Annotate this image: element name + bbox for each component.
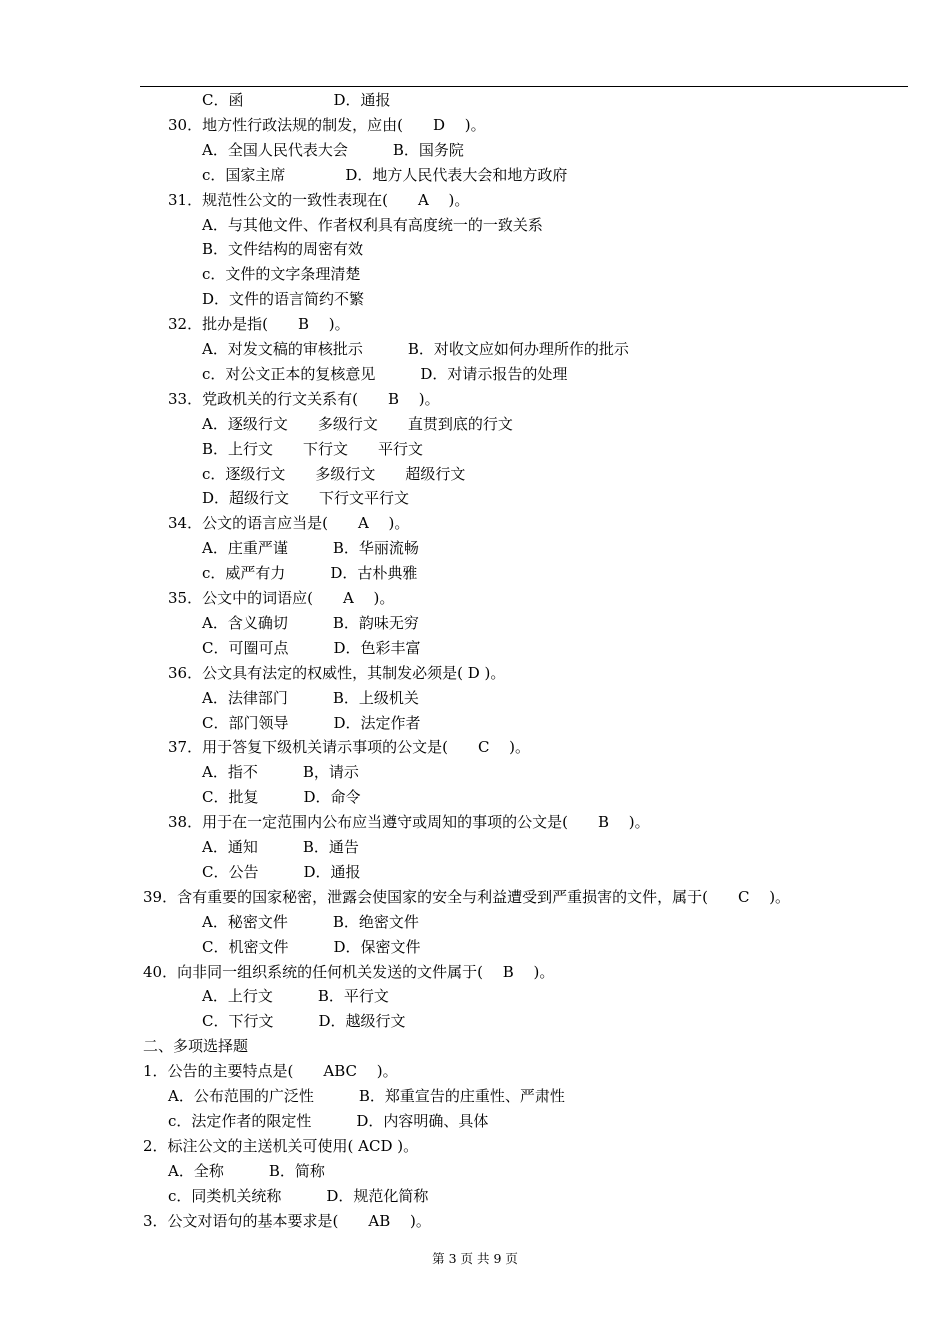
header-rule [140, 86, 908, 87]
text-line: A．庄重严谨 B．华丽流畅 [202, 539, 419, 558]
text-line: 34．公文的语言应当是( A )。 [168, 514, 410, 533]
text-line: C．公告 D．通报 [202, 862, 361, 881]
text-line: c．逐级行文 多级行文 超级行文 [202, 464, 466, 483]
text-line: A．公布范围的广泛性 B．郑重宣告的庄重性、严肃性 [168, 1087, 565, 1105]
text-line: 二、多项选择题 [143, 1037, 249, 1056]
text-line: 39．含有重要的国家秘密，泄露会使国家的安全与利益遭受到严重损害的文件，属于( C )。 [143, 887, 791, 906]
text-line: 33．党政机关的行文关系有( B )。 [168, 389, 440, 408]
text-line: c．国家主席 D．地方人民代表大会和地方政府 [202, 165, 568, 184]
text-line: C．下行文 D．越级行文 [202, 1012, 406, 1031]
page-footer: 第 3 页 共 9 页 [432, 1251, 518, 1266]
text-line: c．同类机关统称 D．规范化简称 [168, 1186, 429, 1205]
text-line: B．上行文 下行文 平行文 [202, 439, 424, 458]
text-line: 3．公文对语句的基本要求是( AB )。 [143, 1211, 431, 1230]
text-line: 38．用于在一定范围内公布应当遵守或周知的事项的公文是( B )。 [168, 813, 650, 832]
text-line: A．全称 B．简称 [168, 1161, 325, 1180]
text-line: C．可圈可点 D．色彩丰富 [202, 638, 421, 657]
text-line: 1．公告的主要特点是( ABC )。 [143, 1062, 398, 1081]
text-line: 40．向非同一组织系统的任何机关发送的文件属于( B )。 [143, 962, 555, 981]
text-line: A．含义确切 B．韵味无穷 [202, 613, 419, 632]
text-line: A．对发文稿的审核批示 B．对收文应如何办理所作的批示 [202, 340, 629, 358]
text-line: D．超级行文 下行文平行文 [202, 489, 410, 508]
text-line: A．上行文 B．平行文 [202, 987, 389, 1006]
text-line: c．法定作者的限定性 D．内容明确、具体 [168, 1111, 489, 1130]
text-line: 2．标注公文的主送机关可使用( ACD )。 [143, 1136, 419, 1155]
text-line: c．对公文正本的复核意见 D．对请示报告的处理 [202, 364, 568, 383]
text-line: B．文件结构的周密有效 [202, 240, 364, 259]
text-line: c．文件的文字条理清楚 [202, 265, 361, 284]
text-line: D．文件的语言简约不繁 [202, 290, 365, 309]
text-line: A．秘密文件 B．绝密文件 [202, 912, 419, 931]
text-line: A．全国人民代表大会 B．国务院 [202, 140, 464, 159]
text-line: 35．公文中的词语应( A )。 [168, 589, 395, 607]
text-line: 30．地方性行政法规的制发，应由( D )。 [168, 115, 486, 134]
text-line: C．函 D．通报 [202, 91, 391, 109]
text-line: C．部门领导 D．法定作者 [202, 713, 421, 732]
text-line: C．批复 D．命令 [202, 788, 361, 807]
text-line: A．通知 B．通告 [202, 838, 359, 856]
text-line: 32．批办是指( B )。 [168, 315, 350, 334]
text-line: C．机密文件 D．保密文件 [202, 937, 421, 956]
text-line: 31．规范性公文的一致性表现在( A )。 [168, 190, 470, 209]
text-line: A．法律部门 B．上级机关 [202, 688, 419, 707]
text-line: c．威严有力 D．古朴典雅 [202, 564, 418, 583]
text-line: 37．用于答复下级机关请示事项的公文是( C )。 [168, 738, 531, 757]
text-line: A．指不 B，请示 [202, 763, 359, 782]
text-line: 36．公文具有法定的权威性，其制发必须是( D )。 [168, 663, 506, 682]
text-line: A．逐级行文 多级行文 直贯到底的行文 [202, 414, 513, 433]
text-line: A．与其他文件、作者权利具有高度统一的一致关系 [202, 215, 543, 234]
